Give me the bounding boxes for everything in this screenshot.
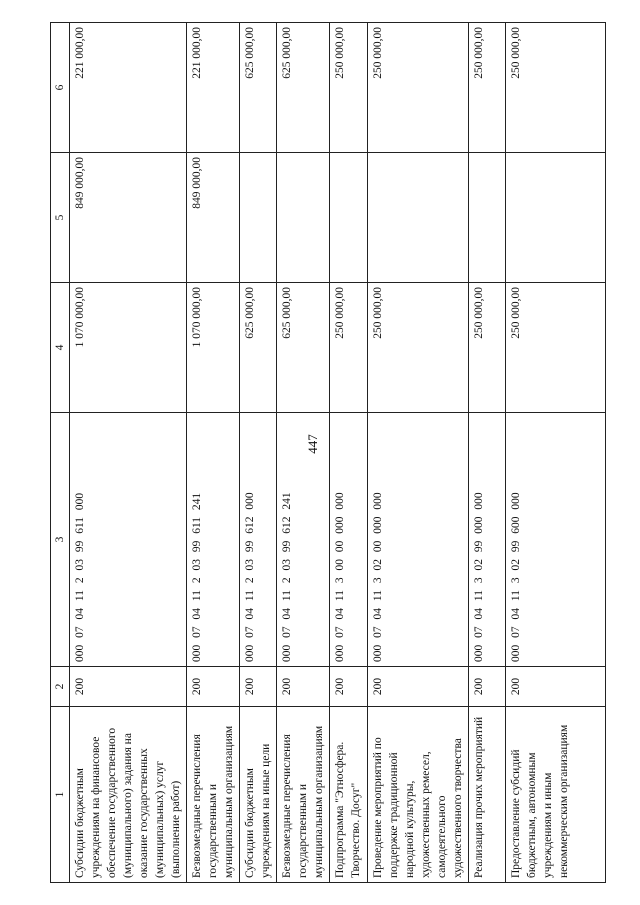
row-code-200: 200	[469, 667, 506, 707]
row-budget-code: 000 07 04 11 3 00 00 000 000	[330, 413, 368, 667]
row-name: Субсидии бюджетным учреждениям на иные цели	[240, 707, 277, 883]
row-col6-amount: 625 000,00	[240, 23, 277, 153]
header-row	[51, 23, 70, 883]
table-row	[277, 23, 330, 883]
row-name: Предоставление субсидий бюджетным, автономным учреждениям и иным некоммерческим организациям	[506, 707, 606, 883]
table-body	[70, 23, 606, 883]
table-row	[240, 23, 277, 883]
header-col-6: 6	[51, 23, 70, 153]
row-code-200: 200	[330, 667, 368, 707]
row-name: Проведение мероприятий по поддержке традиционной народной культуры, художественных ремесел, самодеятельного художественного творчества	[368, 707, 469, 883]
table-row	[469, 23, 506, 883]
row-name: Подпрограмма "Этносфера. Творчество. Досуг"	[330, 707, 368, 883]
row-code-200: 200	[368, 667, 469, 707]
row-col4-amount: 250 000,00	[368, 283, 469, 413]
row-col6-amount: 625 000,00	[277, 23, 330, 153]
header-col-4: 4	[51, 283, 70, 413]
row-name: Субсидии бюджетным учреждениям на финансовое обеспечение государственного (муниципального) задания на оказание государственных (муниципальных) услуг (выполнение работ)	[70, 707, 187, 883]
row-col6-amount: 221 000,00	[70, 23, 187, 153]
budget-table	[50, 22, 606, 883]
row-name: Безвозмездные перечисления государственным и муниципальным организациям	[187, 707, 240, 883]
row-col5-amount	[277, 153, 330, 283]
row-col4-amount: 625 000,00	[240, 283, 277, 413]
page-number: 447	[304, 434, 320, 454]
table-header	[51, 23, 70, 883]
row-name: Безвозмездные перечисления государственным и муниципальным организациям	[277, 707, 330, 883]
row-col5-amount	[240, 153, 277, 283]
table-row	[368, 23, 469, 883]
row-col5-amount	[469, 153, 506, 283]
table-row	[330, 23, 368, 883]
row-col4-amount: 250 000,00	[330, 283, 368, 413]
header-col-5: 5	[51, 153, 70, 283]
row-col6-amount: 250 000,00	[368, 23, 469, 153]
row-col6-amount: 250 000,00	[330, 23, 368, 153]
row-col5-amount: 849 000,00	[70, 153, 187, 283]
row-budget-code: 000 07 04 11 2 03 99 611 241	[187, 413, 240, 667]
row-col4-amount: 1 070 000,00	[187, 283, 240, 413]
row-col5-amount	[506, 153, 606, 283]
row-col6-amount: 250 000,00	[506, 23, 606, 153]
row-budget-code: 000 07 04 11 3 02 99 000 000	[469, 413, 506, 667]
table-row	[506, 23, 606, 883]
row-code-200: 200	[277, 667, 330, 707]
row-budget-code: 000 07 04 11 3 02 00 000 000	[368, 413, 469, 667]
row-code-200: 200	[70, 667, 187, 707]
row-col6-amount: 250 000,00	[469, 23, 506, 153]
row-budget-code: 000 07 04 11 2 03 99 611 000	[70, 413, 187, 667]
row-budget-code: 000 07 04 11 2 03 99 612 000	[240, 413, 277, 667]
row-code-200: 200	[187, 667, 240, 707]
row-col4-amount: 625 000,00	[277, 283, 330, 413]
header-col-1: 1	[51, 707, 70, 883]
row-col5-amount: 849 000,00	[187, 153, 240, 283]
row-col5-amount	[368, 153, 469, 283]
row-col6-amount: 221 000,00	[187, 23, 240, 153]
row-col4-amount: 250 000,00	[469, 283, 506, 413]
table-row	[70, 23, 187, 883]
rotated-table-container	[50, 23, 595, 883]
row-col4-amount: 250 000,00	[506, 283, 606, 413]
table-row	[187, 23, 240, 883]
header-col-2: 2	[51, 667, 70, 707]
row-col5-amount	[330, 153, 368, 283]
row-budget-code: 000 07 04 11 2 03 99 612 241	[277, 413, 330, 667]
header-col-3: 3	[51, 413, 70, 667]
row-col4-amount: 1 070 000,00	[70, 283, 187, 413]
row-code-200: 200	[506, 667, 606, 707]
row-name: Реализация прочих мероприятий	[469, 707, 506, 883]
row-budget-code: 000 07 04 11 3 02 99 600 000	[506, 413, 606, 667]
row-code-200: 200	[240, 667, 277, 707]
